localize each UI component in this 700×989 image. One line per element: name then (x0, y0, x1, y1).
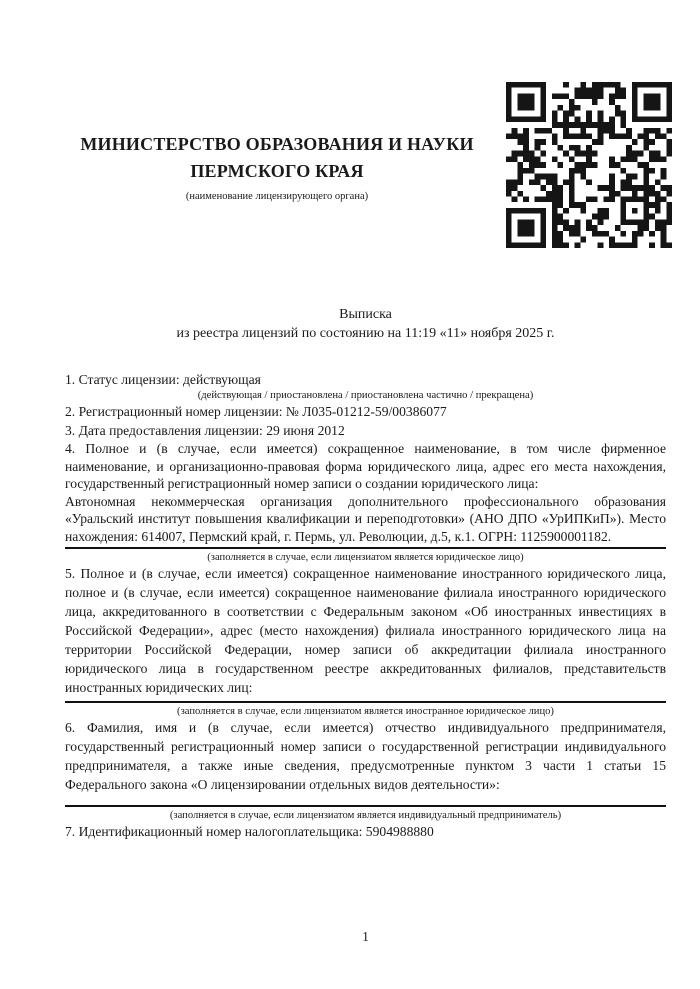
foreign-entity-fill-line (65, 701, 666, 703)
document-title-line1: Выписка (339, 307, 392, 322)
ministry-name-line2: ПЕРМСКОГО КРАЯ (190, 161, 364, 181)
field-legal-entity-label: 4. Полное и (в случае, если имеется) сокращенное наименование, в том числе фирменное наименование, и организационно-правовая форма юридического лица, адрес его места нахождения, государственный регистрационный номер записи о создании юридического лица: (65, 441, 666, 492)
document-body (65, 370, 666, 841)
individual-entrepreneur-fill-line (65, 805, 666, 807)
field-individual-entrepreneur-label: 6. Фамилия, имя и (в случае, если имеется) отчество индивидуального предпринимателя, государственный регистрационный номер записи о государственной регистрации индивидуального предпринимателя, а также иные сведения, предусмотренные пунктом 3 части 1 статьи 15 Федерального закона «О лицензировании отдельных видов деятельности»: (65, 719, 666, 792)
field-legal-entity-caption: (заполняется в случае, если лицензиатом является юридическое лицо) (207, 551, 524, 563)
field-license-status: 1. Статус лицензии: действующая (65, 372, 261, 387)
field-registration-number: 2. Регистрационный номер лицензии: № Л035-01212-59/00386077 (65, 404, 447, 419)
field-foreign-entity-caption: (заполняется в случае, если лицензиатом является иностранное юридическое лицо) (177, 705, 554, 717)
document-title-line2: из реестра лицензий по состоянию на 11:19 «11» ноября 2025 г. (176, 325, 555, 341)
field-license-status-hint: (действующая / приостановлена / приостановлена частично / прекращена) (197, 390, 534, 401)
field-grant-date: 3. Дата предоставления лицензии: 29 июня 2012 (65, 423, 345, 438)
qr-code-icon (505, 82, 673, 248)
field-foreign-entity-label: 5. Полное и (в случае, если имеется) сокращенное наименование иностранного юридического лица, полное и (в случае, если имеется) сокращенное наименование филиала иностранного юридического лица, аккредитованного в соответствии с Федеральным законом «Об иностранных инвестициях в Российской Федерации», адрес (место нахождения) филиала иностранного юридического лица на территории Российской Федерации, номер записи об аккредитации филиала иностранного юридического лица в государственном реестре аккредитованных филиалов, представительств иностранных юридических лиц: (65, 565, 666, 695)
page-number: 1 (362, 929, 369, 944)
field-individual-entrepreneur-caption: (заполняется в случае, если лицензиатом является индивидуальный предприниматель) (169, 809, 562, 821)
licensing-authority-header (62, 131, 492, 203)
document-title (65, 306, 666, 343)
ministry-name-caption: (наименование лицензирующего органа) (185, 191, 369, 202)
legal-entity-fill-line (65, 547, 666, 549)
ministry-name-line1: МИНИСТЕРСТВО ОБРАЗОВАНИЯ И НАУКИ (80, 134, 474, 154)
field-taxpayer-number: 7. Идентификационный номер налогоплательщика: 5904988880 (65, 823, 434, 839)
field-legal-entity-value: Автономная некоммерческая организация дополнительного профессионального образования «Уральский институт повышения квалификации и переподготовки» (АНО ДПО «УрИПКиП»). Место нахождения: 614007, Пермский край, г. Пермь, ул. Революции, д.5, к.1. ОГРН: 1125900001182. (65, 493, 666, 544)
